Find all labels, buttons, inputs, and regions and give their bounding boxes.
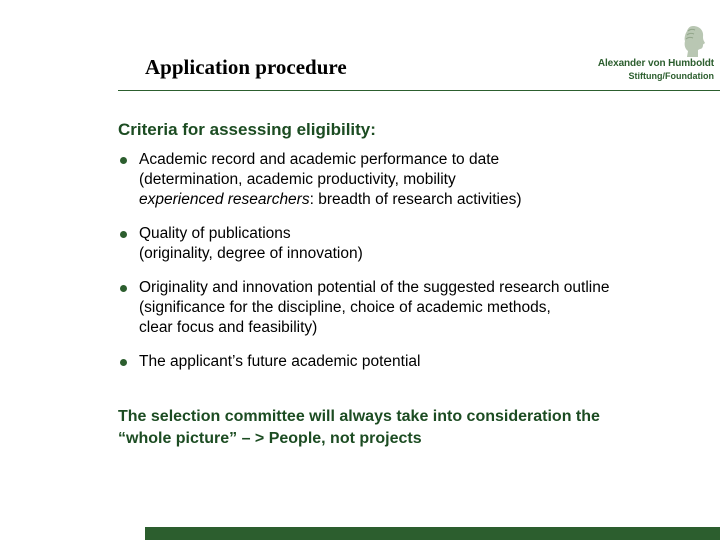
bullet-icon: [120, 285, 127, 292]
list-item-line-rest: : breadth of research activities): [309, 191, 522, 208]
list-item-line: (originality, degree of innovation): [139, 245, 363, 262]
list-item: [118, 352, 708, 372]
conclusion-text: [118, 406, 708, 450]
conclusion-line: “whole picture” – > People, not projects: [118, 430, 422, 447]
criteria-heading: Criteria for assessing eligibility:: [118, 120, 376, 139]
list-item: [118, 278, 708, 338]
list-item-line: Academic record and academic performance to date: [139, 151, 500, 168]
list-item-line: The applicant’s future academic potential: [139, 353, 421, 370]
bullet-icon: [120, 231, 127, 238]
list-item-line: Quality of publications: [139, 225, 291, 242]
header-divider: [118, 90, 720, 91]
logo-text-foundation: Stiftung/Foundation: [628, 71, 714, 81]
list-item: [118, 150, 708, 210]
list-item-line: [139, 190, 708, 210]
bullet-icon: [120, 359, 127, 366]
list-item-line: (significance for the discipline, choice of academic methods,: [139, 299, 551, 316]
humboldt-logo: [597, 24, 720, 86]
italic-term: experienced researchers: [139, 191, 310, 208]
footer-bar: [145, 527, 720, 540]
list-item-line: (determination, academic productivity, mobility: [139, 171, 456, 188]
criteria-list: [118, 150, 708, 386]
bullet-icon: [120, 157, 127, 164]
list-item: [118, 224, 708, 264]
list-item-line: clear focus and feasibility): [139, 319, 318, 336]
logo-text-name: Alexander von Humboldt: [597, 58, 714, 69]
list-item-line: Originality and innovation potential of the suggested research outline: [139, 279, 610, 296]
slide-title: Application procedure: [145, 55, 347, 79]
humboldt-portrait-icon: [679, 24, 709, 60]
conclusion-line: The selection committee will always take into consideration the: [118, 408, 600, 425]
